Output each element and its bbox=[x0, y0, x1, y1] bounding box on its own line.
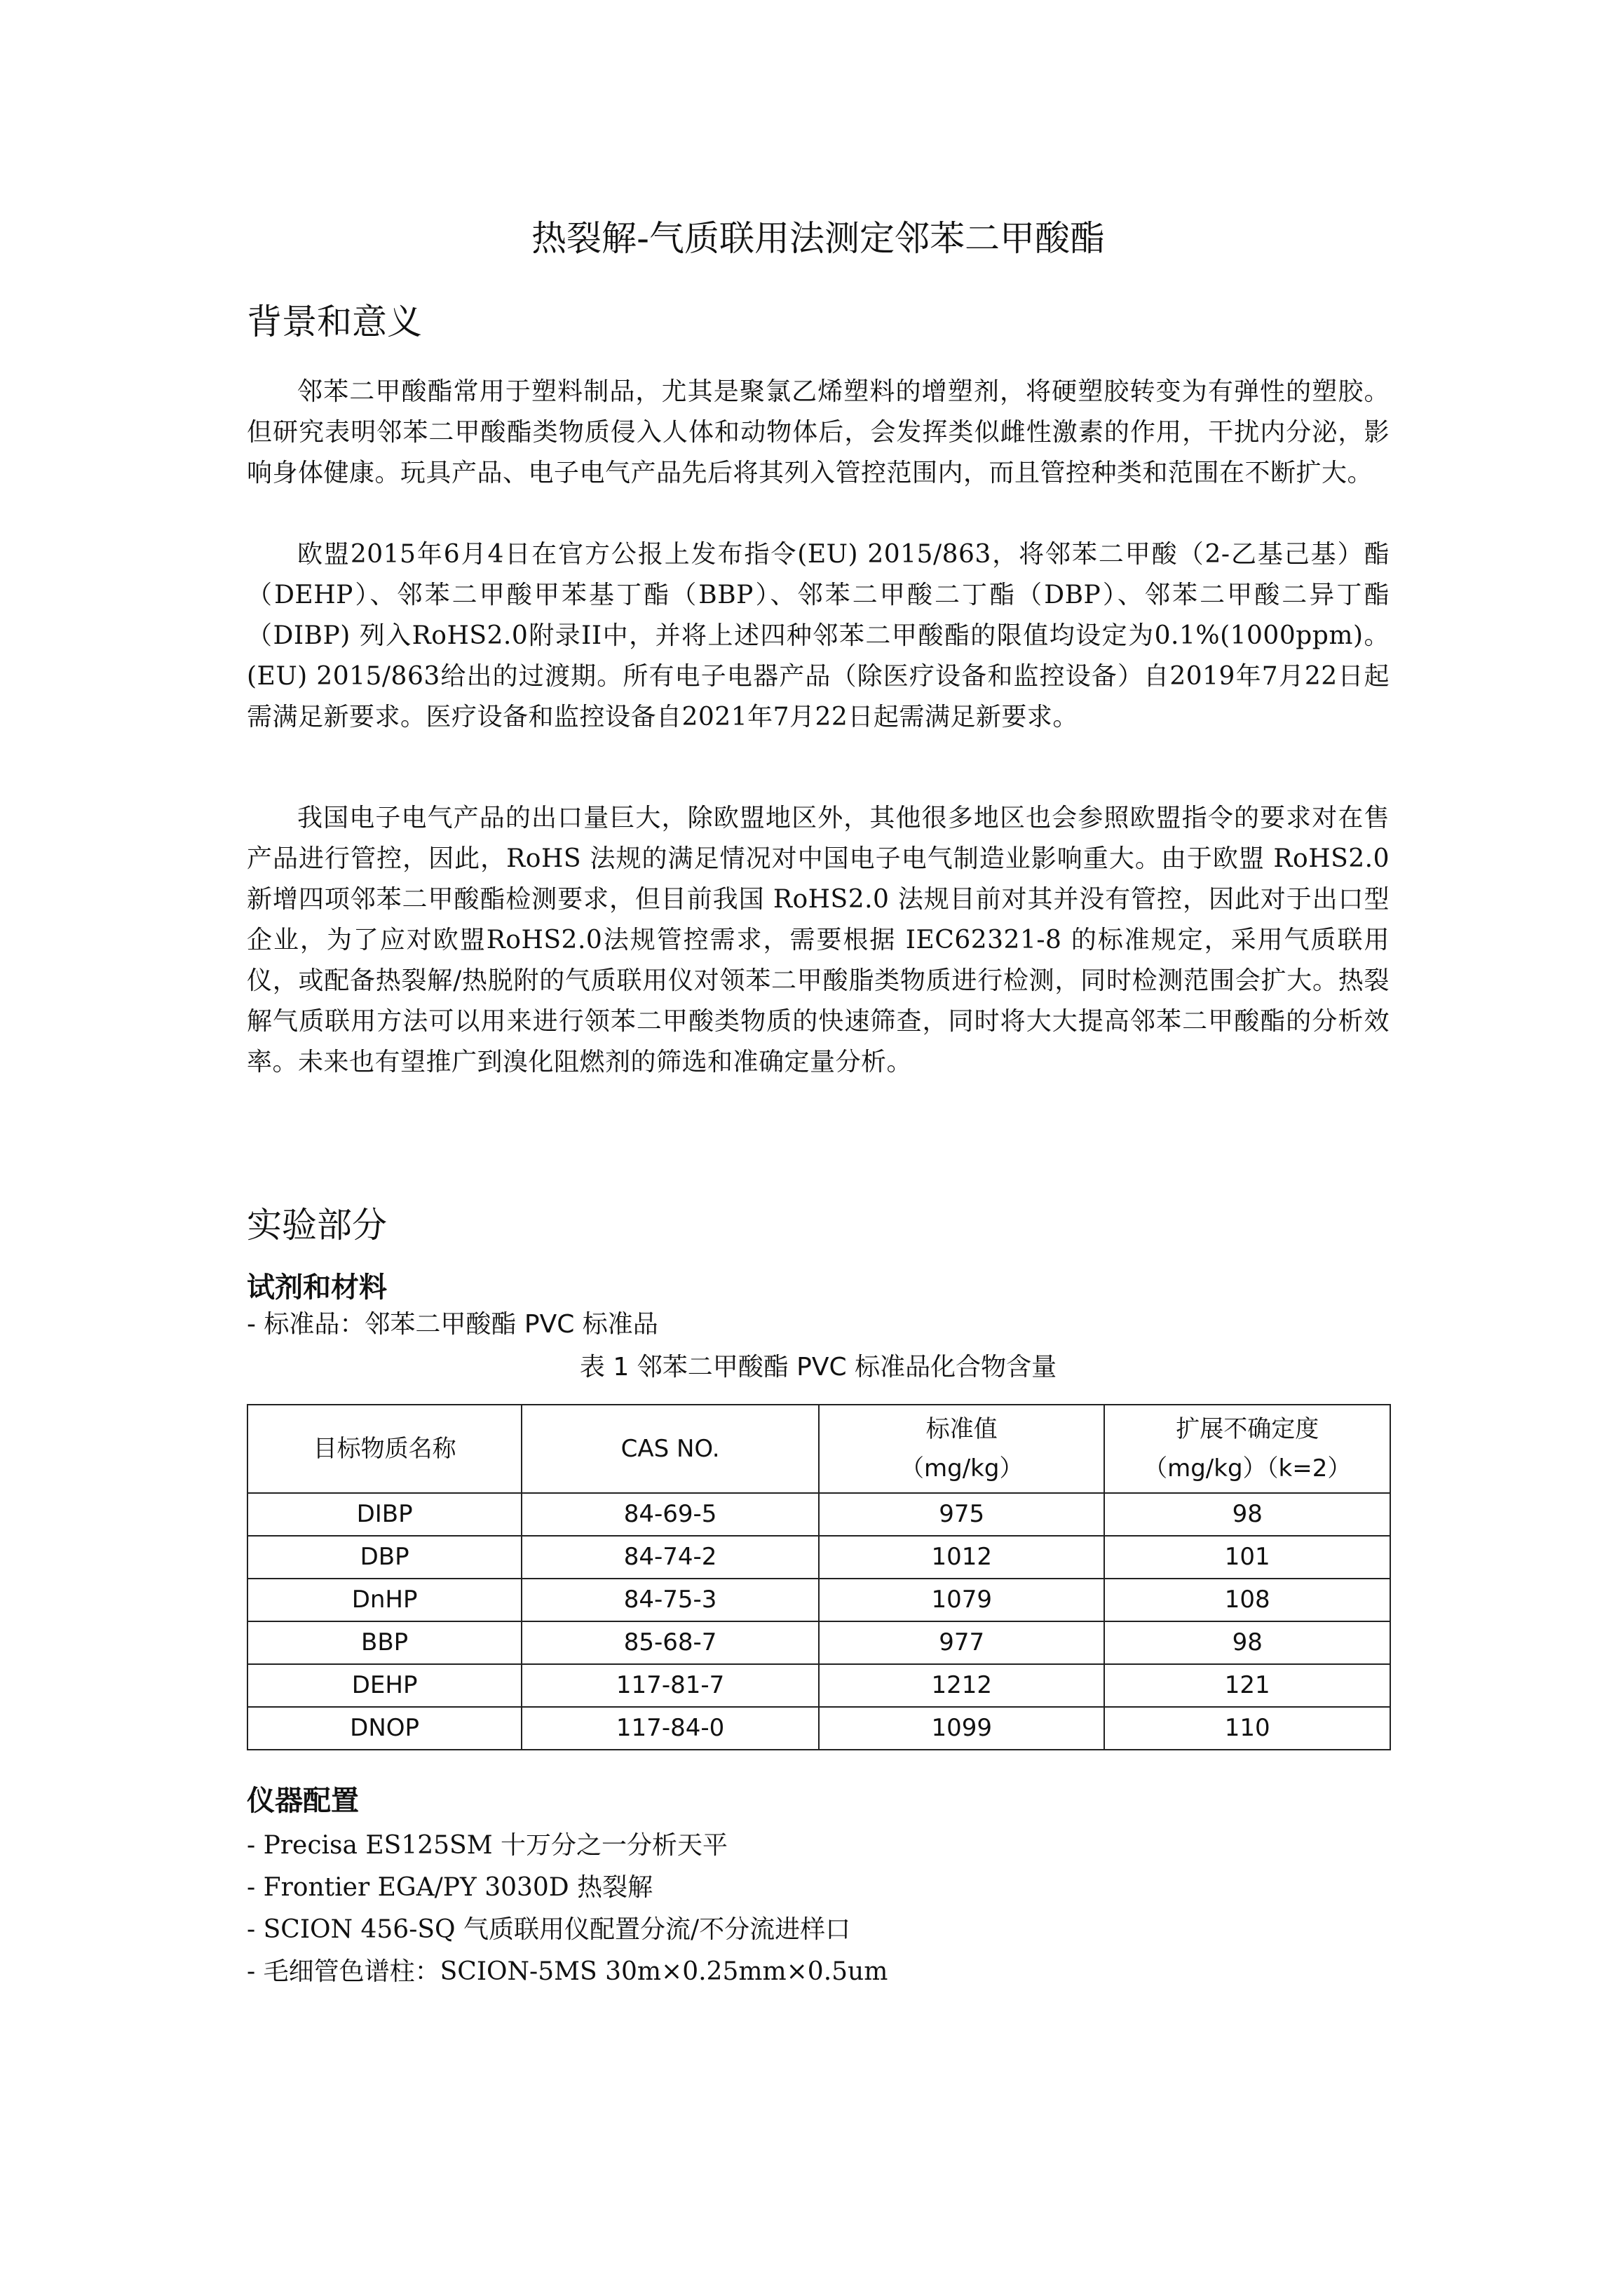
cell-value: 1099 bbox=[819, 1707, 1105, 1750]
cell-uncertainty: 101 bbox=[1104, 1536, 1390, 1579]
table-row bbox=[247, 1664, 1390, 1707]
instrument-item: - 毛细管色谱柱：SCION-5MS 30m×0.25mm×0.5um bbox=[247, 1957, 888, 1986]
reagent-line: - 标准品：邻苯二甲酸酯 PVC 标准品 bbox=[247, 1310, 658, 1339]
standard-content-table bbox=[247, 1404, 1391, 1750]
cell-cas: 117-81-7 bbox=[522, 1664, 819, 1707]
header-standard-value-line2: （mg/kg） bbox=[900, 1454, 1024, 1483]
table-row bbox=[247, 1579, 1390, 1621]
header-standard-value bbox=[819, 1405, 1105, 1493]
subheading-instruments: 仪器配置 bbox=[247, 1785, 359, 1817]
table-row bbox=[247, 1493, 1390, 1536]
cell-uncertainty: 98 bbox=[1104, 1621, 1390, 1664]
paragraph-2: 欧盟2015年6月4日在官方公报上发布指令(EU) 2015/863，将邻苯二甲酸（2-乙基己基）酯（DEHP）、邻苯二甲酸甲苯基丁酯（BBP）、邻苯二甲酸二丁酯（DBP）、邻苯二甲酸二异丁酯（DIBP) 列入RoHS2.0附录II中，并将上述四种邻苯二甲酸酯的限值均设定为0.1%(1000ppm)。(EU) 2015/863给出的过渡期。所有电子电器产品（除医疗设备和监控设备）自2019年7月22日起需满足新要求。医疗设备和监控设备自2021年7月22日起需满足新要求。 bbox=[247, 540, 1390, 731]
cell-name: BBP bbox=[247, 1621, 522, 1664]
cell-uncertainty: 108 bbox=[1104, 1579, 1390, 1621]
paragraph-3: 我国电子电气产品的出口量巨大，除欧盟地区外，其他很多地区也会参照欧盟指令的要求对在售产品进行管控，因此，RoHS 法规的满足情况对中国电子电气制造业影响重大。由于欧盟 RoHS2.0 新增四项邻苯二甲酸酯检测要求，但目前我国 RoHS2.0 法规目前对其并没有管控，因此对于出口型企业，为了应对欧盟RoHS2.0法规管控需求，需要根据 IEC62321-8 的标准规定，采用气质联用仪，或配备热裂解/热脱附的气质联用仪对领苯二甲酸脂类物质进行检测，同时检测范围会扩大。热裂解气质联用方法可以用来进行领苯二甲酸类物质的快速筛查，同时将大大提高邻苯二甲酸酯的分析效率。未来也有望推广到溴化阻燃剂的筛选和准确定量分析。 bbox=[247, 804, 1390, 1076]
cell-cas: 117-84-0 bbox=[522, 1707, 819, 1750]
header-standard-value-line1: 标准值 bbox=[925, 1415, 998, 1443]
table-header-row bbox=[247, 1405, 1390, 1493]
section-heading-experiment: 实验部分 bbox=[247, 1205, 387, 1245]
cell-cas: 84-75-3 bbox=[522, 1579, 819, 1621]
subheading-reagents: 试剂和材料 bbox=[247, 1271, 387, 1304]
header-name: 目标物质名称 bbox=[247, 1405, 522, 1493]
cell-value: 1012 bbox=[819, 1536, 1105, 1579]
header-cas: CAS NO. bbox=[522, 1405, 819, 1493]
cell-cas: 84-74-2 bbox=[522, 1536, 819, 1579]
cell-value: 1079 bbox=[819, 1579, 1105, 1621]
cell-cas: 85-68-7 bbox=[522, 1621, 819, 1664]
table-row bbox=[247, 1536, 1390, 1579]
table-row bbox=[247, 1621, 1390, 1664]
cell-value: 977 bbox=[819, 1621, 1105, 1664]
instrument-item: - Precisa ES125SM 十万分之一分析天平 bbox=[247, 1831, 728, 1860]
cell-name: DnHP bbox=[247, 1579, 522, 1621]
header-uncertainty-line1: 扩展不确定度 bbox=[1176, 1415, 1319, 1443]
cell-name: DIBP bbox=[247, 1493, 522, 1536]
cell-cas: 84-69-5 bbox=[522, 1493, 819, 1536]
document-title: 热裂解-气质联用法测定邻苯二甲酸酯 bbox=[531, 218, 1106, 259]
cell-name: DNOP bbox=[247, 1707, 522, 1750]
cell-value: 1212 bbox=[819, 1664, 1105, 1707]
table-row bbox=[247, 1707, 1390, 1750]
header-uncertainty bbox=[1104, 1405, 1390, 1493]
table-caption: 表 1 邻苯二甲酸酯 PVC 标准品化合物含量 bbox=[579, 1353, 1057, 1382]
instrument-item: - SCION 456-SQ 气质联用仪配置分流/不分流进样口 bbox=[247, 1915, 851, 1944]
cell-name: DBP bbox=[247, 1536, 522, 1579]
section-heading-background: 背景和意义 bbox=[247, 302, 422, 342]
cell-name: DEHP bbox=[247, 1664, 522, 1707]
header-uncertainty-line2: （mg/kg）（k=2） bbox=[1143, 1454, 1352, 1483]
cell-uncertainty: 98 bbox=[1104, 1493, 1390, 1536]
instrument-item: - Frontier EGA/PY 3030D 热裂解 bbox=[247, 1873, 653, 1902]
cell-uncertainty: 110 bbox=[1104, 1707, 1390, 1750]
cell-value: 975 bbox=[819, 1493, 1105, 1536]
paragraph-1: 邻苯二甲酸酯常用于塑料制品，尤其是聚氯乙烯塑料的增塑剂，将硬塑胶转变为有弹性的塑胶。但研究表明邻苯二甲酸酯类物质侵入人体和动物体后，会发挥类似雌性激素的作用，干扰内分泌，影响身体健康。玩具产品、电子电气产品先后将其列入管控范围内，而且管控种类和范围在不断扩大。 bbox=[247, 377, 1390, 487]
cell-uncertainty: 121 bbox=[1104, 1664, 1390, 1707]
